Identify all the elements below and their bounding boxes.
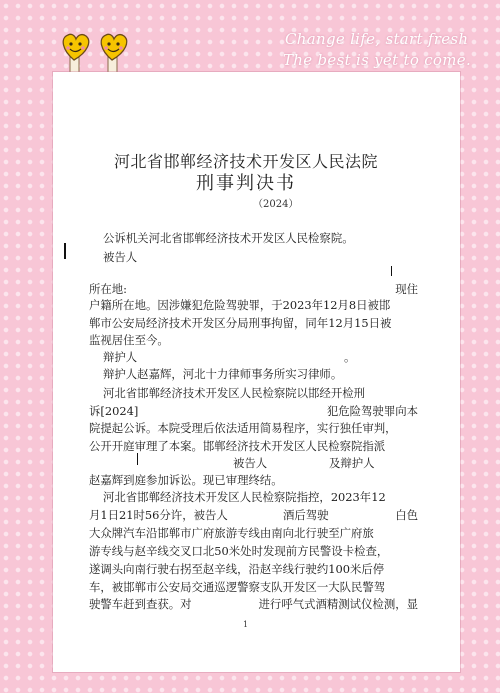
slogan-line-2: The best is yet to come. <box>283 51 472 69</box>
slogan-line-1: Change life, start fresh <box>285 30 469 48</box>
procedure-line-2: 公开开庭审理了本案。邯郸经济技术开发区人民检察院指派 <box>89 439 386 453</box>
defender-line: 辩护人赵嘉辉，河北十力律师事务所实习律师。 <box>103 367 343 381</box>
document-type-title: 刑事判决书 <box>196 173 296 194</box>
indictment-number-label: 诉[2024] <box>89 404 139 418</box>
defendant-detail-line-1: 户籍所在地。因涉嫌犯危险驾驶罪，于2023年12月8日被邯 <box>89 298 391 312</box>
text-mark <box>391 266 392 276</box>
defendant-residence-label: 所在地: <box>89 282 128 296</box>
court-name: 河北省邯郸经济技术开发区人民法院 <box>113 152 378 171</box>
prosecutor-label <box>89 457 123 471</box>
allegation-line-3: 大众牌汽车沿邯郸市广府旅游专线由南向北行驶至广府旅 <box>89 526 374 540</box>
allegation-line-5: 遂调头向南行驶右拐至赵辛线，沿赵辛线行驶约100米后停 <box>89 562 385 576</box>
allegation-line-4: 游专线与赵辛线交叉口北50米处时发现前方民警设卡检查， <box>89 544 389 558</box>
allegation-line-7a: 驶警车赶到查获。对 <box>89 597 192 611</box>
defendant-label: 被告人 <box>103 250 138 264</box>
page-number: 1 <box>242 620 249 629</box>
case-number: （2024） <box>253 199 299 210</box>
defendant-detail-line-2: 郸市公安局经济技术开发区分局刑事拘留，同年12月15日被 <box>89 316 392 330</box>
defender-label: 辩护人 <box>103 350 138 364</box>
prosecution-line: 公诉机关河北省邯郸经济技术开发区人民检察院。 <box>103 231 354 245</box>
allegation-line-1: 河北省邯郸经济技术开发区人民检察院指控，2023年12 <box>103 490 386 504</box>
allegation-line-6: 车，被邯郸市公安局交通巡逻警察支队开发区一大队民警驾 <box>89 580 386 594</box>
text-cursor <box>64 243 66 259</box>
procedure-line-1: 院提起公诉。本院受理后依法适用简易程序，实行独任审判， <box>89 421 397 435</box>
defender-end-mark: 。 <box>344 350 356 364</box>
indictment-charge: 犯危险驾驶罪向本 <box>326 404 418 418</box>
text-mark <box>137 453 138 465</box>
trial-defender-label: 及辩护人 <box>329 456 375 470</box>
current-residence-label: 现住 <box>395 282 418 296</box>
allegation-line-7b: 进行呼气式酒精测试仪检测，显 <box>258 597 418 611</box>
allegation-time: 月1日21时56分许，被告人 <box>89 508 228 522</box>
allegation-drunk-driving: 酒后驾驶 <box>283 508 329 522</box>
defendant-detail-line-3: 监视居住至今。 <box>89 333 169 347</box>
trial-defendant-label: 被告人 <box>233 456 268 470</box>
prosecution-paragraph-line-1: 河北省邯郸经济技术开发区人民检察院以邯经开检刑 <box>103 386 365 400</box>
trial-conclusion-line: 赵嘉辉到庭参加诉讼。现已审理终结。 <box>89 473 283 487</box>
allegation-vehicle-color: 白色 <box>395 508 418 522</box>
